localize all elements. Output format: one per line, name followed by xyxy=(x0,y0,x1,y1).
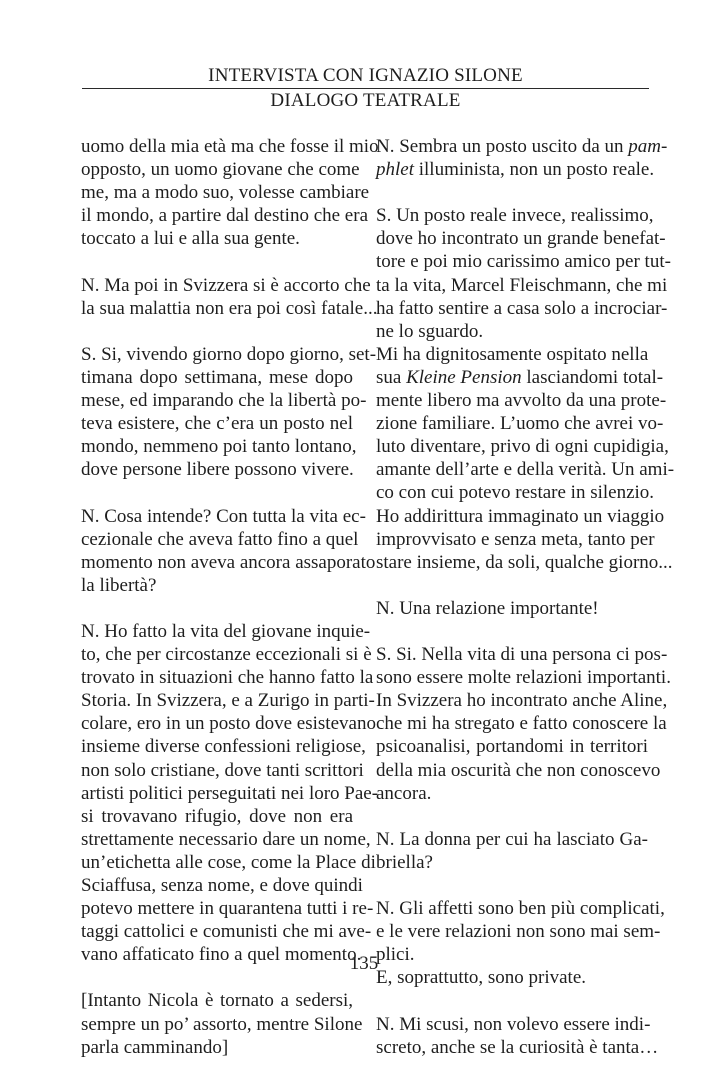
text-line: la sua malattia non era poi così fatale... xyxy=(81,297,378,319)
text-line: N. Ho fatto la vita del giovane inquie- xyxy=(81,620,371,642)
text-line: mente libero ma avvolto da una prote- xyxy=(376,390,667,412)
text-line: Ho addirittura immaginato un viaggio xyxy=(376,505,665,527)
header-title: INTERVISTA CON IGNAZIO SILONE xyxy=(208,65,523,86)
text-line: co con cui potevo restare in silenzio. xyxy=(376,482,655,504)
text-line: improvvisato e senza meta, tanto per xyxy=(376,528,655,550)
text-line: N. Mi scusi, non volevo essere indi- xyxy=(376,1013,651,1035)
page-number: 135 xyxy=(349,953,379,974)
text-line: ancora. xyxy=(376,782,432,804)
text-line: taggi cattolici e comunisti che mi ave- xyxy=(81,921,372,943)
text-line: ta la vita, Marcel Fleischmann, che mi xyxy=(376,274,668,296)
text-line: N. La donna per cui ha lasciato Ga- xyxy=(376,828,648,850)
text-span: lasciandomi total- xyxy=(521,366,664,388)
text-line: [Intanto Nicola è tornato a sedersi, xyxy=(81,990,353,1012)
text-line xyxy=(376,366,664,389)
text-line: dove ho incontrato un grande benefat- xyxy=(376,228,666,250)
italic-text: Kleine Pension xyxy=(406,366,522,388)
text-line: zione familiare. L’uomo che avrei vo- xyxy=(376,413,664,435)
paragraph xyxy=(376,343,675,505)
text-line: della mia oscurità che non conoscevo xyxy=(376,759,661,781)
text-line: mese, ed imparando che la libertà po- xyxy=(81,390,367,412)
right-column xyxy=(376,135,675,1082)
text-line: N. Ma poi in Svizzera si è accorto che xyxy=(81,274,371,296)
text-line: la libertà? xyxy=(81,574,157,596)
text-line: si trovavano rifugio, dove non era xyxy=(81,805,353,827)
italic-text: pam- xyxy=(628,136,668,157)
paragraph xyxy=(81,343,377,482)
text-span: N. Sembra un posto uscito da un xyxy=(376,136,629,157)
paragraph xyxy=(376,597,648,620)
text-line: dove persone libere possono vivere. xyxy=(81,459,354,481)
text-span: illuminista, non un posto reale. xyxy=(414,159,655,181)
text-line xyxy=(376,158,655,181)
stage-direction xyxy=(81,989,363,1058)
text-line: vano affaticato fino a quel momento. xyxy=(81,944,362,966)
text-line: non solo cristiane, dove tanti scrittori xyxy=(81,759,364,781)
header-rule xyxy=(82,88,649,89)
text-line: artisti politici perseguitati nei loro Pae- xyxy=(81,782,379,804)
header-subtitle: DIALOGO TEATRALE xyxy=(270,90,461,111)
paragraph xyxy=(376,135,668,181)
text-line: il mondo, a partire dal destino che era xyxy=(81,205,369,227)
text-line: briella? xyxy=(376,851,433,873)
text-line: tore e poi mio carissimo amico per tut- xyxy=(376,251,671,273)
text-line: timana dopo settimana, mese dopo xyxy=(81,366,353,388)
text-line xyxy=(376,135,668,158)
text-line: plici. xyxy=(376,944,415,966)
text-line: sono essere molte relazioni importanti. xyxy=(376,667,671,689)
text-line: sempre un po’ assorto, mentre Silone xyxy=(81,1013,363,1035)
text-line: ne lo sguardo. xyxy=(376,320,484,342)
paragraph xyxy=(376,204,671,343)
italic-text: phlet xyxy=(376,159,414,181)
text-span: sua xyxy=(376,366,407,388)
text-line: N. Una relazione importante! xyxy=(376,597,599,619)
text-line: luto diventare, privo di ogni cupidigia, xyxy=(376,436,669,458)
text-line: In Svizzera ho incontrato anche Aline, xyxy=(376,690,668,712)
paragraph xyxy=(81,135,379,250)
paragraph xyxy=(376,505,673,574)
text-line: N. Cosa intende? Con tutta la vita ec- xyxy=(81,505,366,527)
paragraph xyxy=(81,274,378,320)
text-line: S. Si. Nella vita di una persona ci pos- xyxy=(376,644,668,666)
text-line: insieme diverse confessioni religiose, xyxy=(81,736,366,758)
text-line: cezionale che aveva fatto fino a quel xyxy=(81,528,359,550)
text-line: N. Gli affetti sono ben più complicati, xyxy=(376,898,665,920)
text-line: che mi ha stregato e fatto conoscere la xyxy=(376,713,667,735)
text-line: Mi ha dignitosamente ospitato nella xyxy=(376,343,649,365)
paragraph xyxy=(376,828,648,874)
paragraph xyxy=(376,1013,659,1059)
paragraph xyxy=(81,505,376,597)
text-line: Storia. In Svizzera, e a Zurigo in parti- xyxy=(81,690,375,712)
text-line: ha fatto sentire a casa solo a incrociar- xyxy=(376,297,668,319)
text-line: toccato a lui e alla sua gente. xyxy=(81,228,300,250)
text-line: teva esistere, che c’era un posto nel xyxy=(81,413,353,435)
text-line: parla camminando] xyxy=(81,1036,229,1058)
text-line: e le vere relazioni non sono mai sem- xyxy=(376,921,661,943)
text-line: un’etichetta alle cose, come la Place di xyxy=(81,851,376,873)
text-line: stare insieme, da soli, qualche giorno... xyxy=(376,551,673,573)
text-line: colare, ero in un posto dove esistevano xyxy=(81,713,376,735)
text-line: uomo della mia età ma che fosse il mio xyxy=(81,136,379,157)
text-line: amante dell’arte e della verità. Un ami- xyxy=(376,459,675,481)
text-line: psicoanalisi, portandomi in territori xyxy=(376,736,648,758)
text-line: mondo, nemmeno poi tanto lontano, xyxy=(81,436,357,458)
text-line: me, ma a modo suo, volesse cambiare xyxy=(81,182,370,204)
text-line: potevo mettere in quarantena tutti i re- xyxy=(81,898,374,920)
paragraph xyxy=(376,643,671,805)
text-line: S. Un posto reale invece, realissimo, xyxy=(376,205,654,227)
running-header xyxy=(82,65,649,112)
text-line: strettamente necessario dare un nome, xyxy=(81,828,371,850)
text-line: to, che per circostanze eccezionali si è xyxy=(81,644,372,666)
text-line: S. Si, vivendo giorno dopo giorno, set- xyxy=(81,343,377,365)
text-line: momento non aveva ancora assaporato xyxy=(81,551,376,573)
text-line: E, soprattutto, sono private. xyxy=(376,967,587,989)
text-line: opposto, un uomo giovane che come xyxy=(81,159,360,181)
text-line: Sciaffusa, senza nome, e dove quindi xyxy=(81,875,363,896)
text-line: screto, anche se la curiosità è tanta… xyxy=(376,1036,659,1058)
text-line: trovato in situazioni che hanno fatto la xyxy=(81,667,374,689)
